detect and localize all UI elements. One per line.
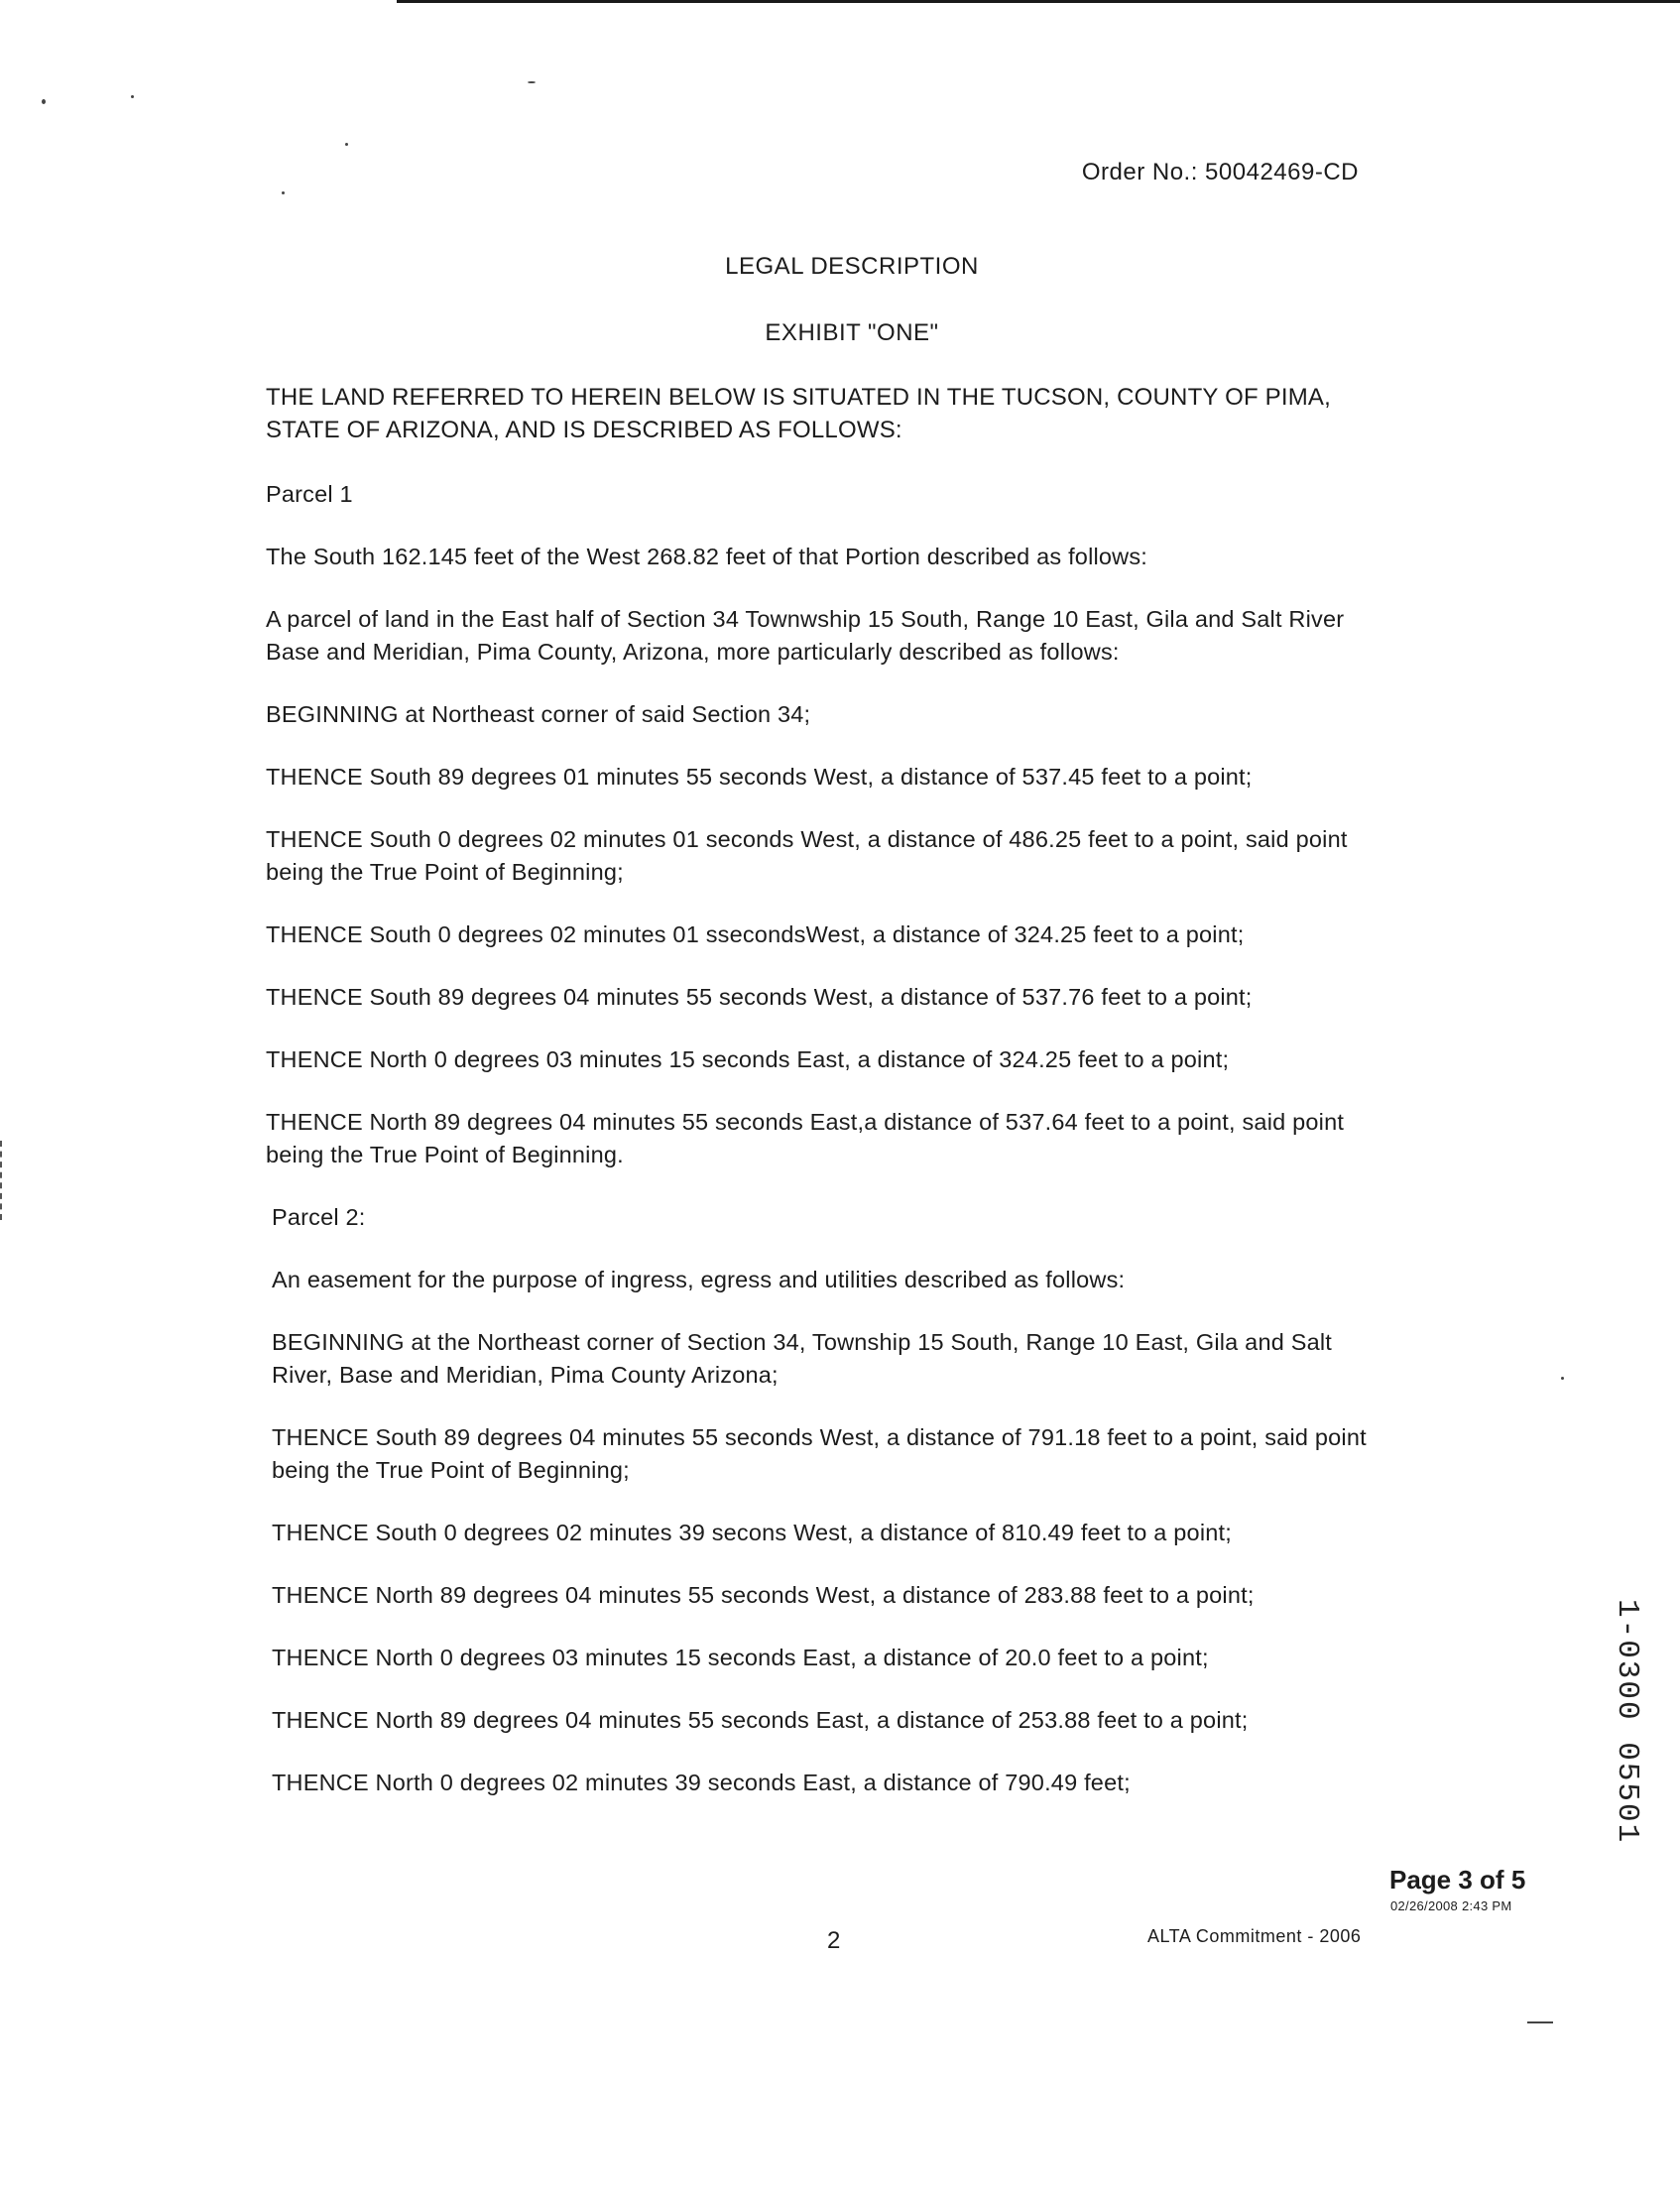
parcel-1-paragraph: THENCE South 0 degrees 02 minutes 01 seconds West, a distance of 486.25 feet to a point, said point being the True Point of Beginning; bbox=[266, 826, 1348, 885]
top-border-line bbox=[397, 0, 1680, 3]
scan-speck bbox=[528, 81, 536, 83]
intro-paragraph: THE LAND REFERRED TO HEREIN BELOW IS SITUATED IN THE TUCSON, COUNTY OF PIMA, STATE OF ARIZONA, AND IS DESCRIBED AS FOLLOWS: bbox=[266, 384, 1332, 443]
page-number: 2 bbox=[827, 1927, 841, 1954]
parcel-1-paragraph: A parcel of land in the East half of Section 34 Townwship 15 South, Range 10 East, Gila and Salt River Base and Meridian, Pima County, Arizona, more particularly described as follows: bbox=[266, 606, 1345, 665]
parcel-1-paragraph: The South 162.145 feet of the West 268.82 feet of that Portion described as follows: bbox=[266, 544, 1148, 569]
alta-commitment-label: ALTA Commitment - 2006 bbox=[1147, 1926, 1362, 1946]
parcel-1-paragraph: THENCE South 0 degrees 02 minutes 01 ssecondsWest, a distance of 324.25 feet to a point; bbox=[266, 921, 1245, 947]
page-indicator: Page 3 of 5 bbox=[1389, 1865, 1526, 1895]
parcel-2-paragraph: THENCE North 89 degrees 04 minutes 55 seconds West, a distance of 283.88 feet to a point; bbox=[272, 1582, 1255, 1608]
scan-speck bbox=[42, 99, 46, 104]
parcel-2-paragraph: THENCE South 0 degrees 02 minutes 39 secons West, a distance of 810.49 feet to a point; bbox=[272, 1520, 1232, 1545]
scan-edge-mark bbox=[0, 1141, 5, 1220]
scan-speck bbox=[345, 143, 348, 146]
parcel-2-paragraph: THENCE North 0 degrees 03 minutes 15 seconds East, a distance of 20.0 feet to a point; bbox=[272, 1645, 1209, 1670]
parcel-1-heading: Parcel 1 bbox=[266, 481, 353, 507]
parcel-2-paragraph: An easement for the purpose of ingress, egress and utilities described as follows: bbox=[272, 1267, 1126, 1292]
document-side-id: 1-0300 05501 bbox=[1610, 1599, 1644, 1845]
parcel-2-paragraph: THENCE North 0 degrees 02 minutes 39 seconds East, a distance of 790.49 feet; bbox=[272, 1770, 1131, 1795]
parcel-1-paragraph: THENCE North 0 degrees 03 minutes 15 seconds East, a distance of 324.25 feet to a point; bbox=[266, 1046, 1230, 1072]
parcel-1-paragraph: THENCE South 89 degrees 04 minutes 55 seconds West, a distance of 537.76 feet to a point; bbox=[266, 984, 1253, 1010]
parcel-2-paragraph: THENCE North 89 degrees 04 minutes 55 seconds East, a distance of 253.88 feet to a point; bbox=[272, 1707, 1249, 1733]
scan-speck bbox=[1561, 1377, 1564, 1380]
parcel-1-paragraph: BEGINNING at Northeast corner of said Section 34; bbox=[266, 701, 811, 727]
order-number: Order No.: 50042469-CD bbox=[1081, 159, 1359, 185]
parcel-2-paragraph: THENCE South 89 degrees 04 minutes 55 seconds West, a distance of 791.18 feet to a point, said point being the True Point of Beginning; bbox=[272, 1424, 1367, 1483]
scan-speck bbox=[1527, 2021, 1553, 2023]
exhibit-label: EXHIBIT "ONE" bbox=[765, 319, 939, 346]
scan-speck bbox=[131, 95, 134, 98]
parcel-1-paragraph: THENCE North 89 degrees 04 minutes 55 seconds East,a distance of 537.64 feet to a point, said point being the True Point of Beginning. bbox=[266, 1109, 1345, 1167]
scan-speck bbox=[282, 191, 285, 194]
parcel-1-paragraph: THENCE South 89 degrees 01 minutes 55 seconds West, a distance of 537.45 feet to a point; bbox=[266, 764, 1253, 790]
print-timestamp: 02/26/2008 2:43 PM bbox=[1390, 1898, 1512, 1913]
parcel-2-heading: Parcel 2: bbox=[272, 1204, 366, 1230]
document-title: LEGAL DESCRIPTION bbox=[725, 253, 979, 280]
legal-description-body bbox=[266, 381, 1386, 1829]
parcel-2-paragraph: BEGINNING at the Northeast corner of Section 34, Township 15 South, Range 10 East, Gila and Salt River, Base and Meridian, Pima County Arizona; bbox=[272, 1329, 1333, 1388]
